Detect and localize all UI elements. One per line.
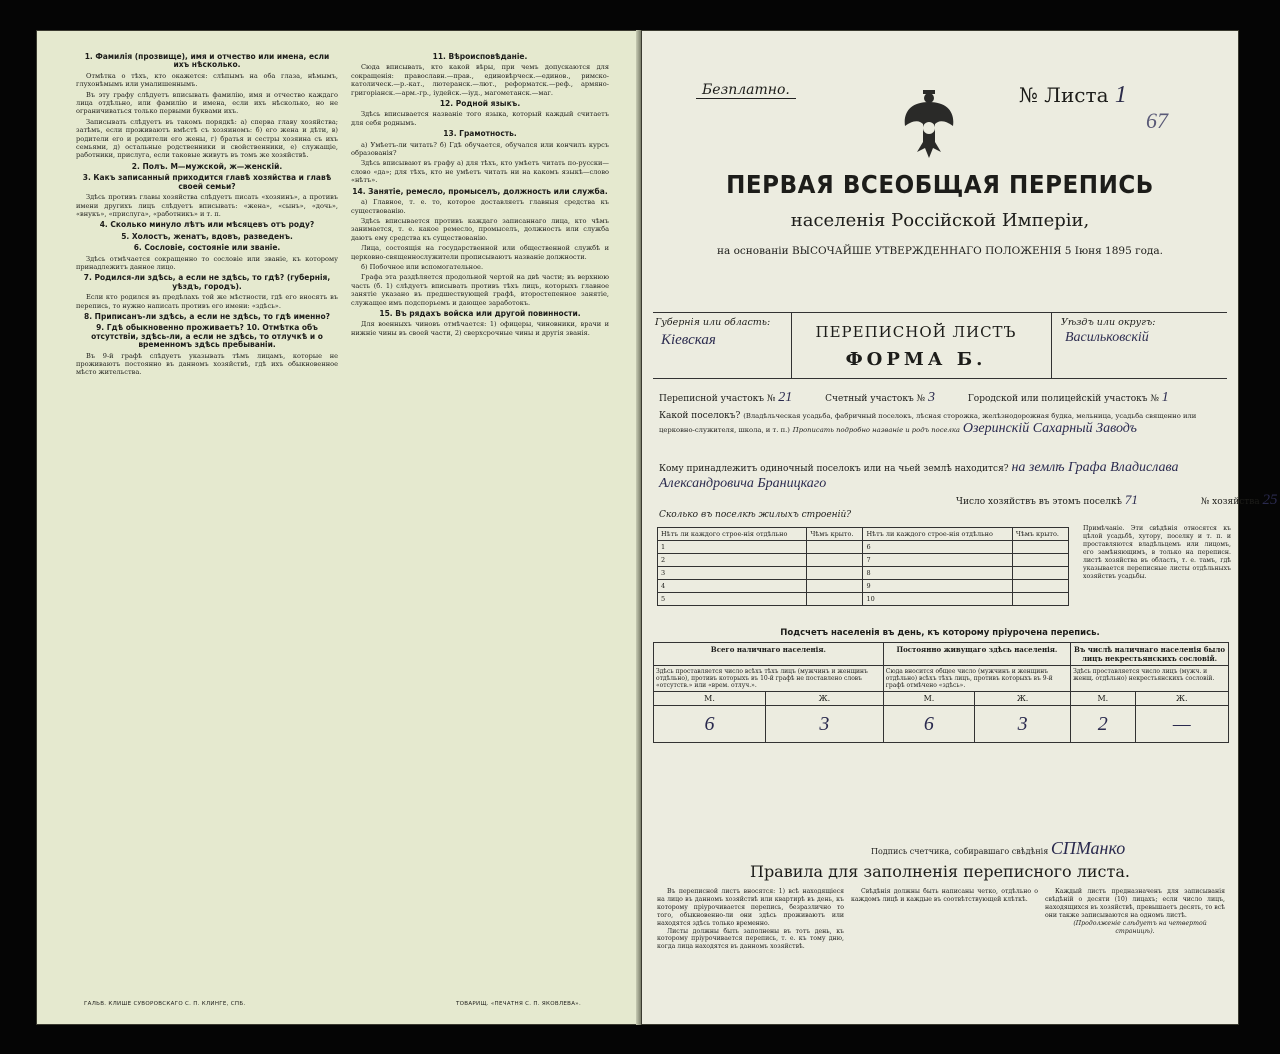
instruction-paragraph: б) Побочное или вспомогательное.: [361, 262, 484, 271]
dwelling-cell: 4: [658, 580, 807, 593]
district-value: 21: [778, 390, 793, 405]
signature-row: [871, 838, 1125, 859]
police-label: Городской или полицейскій участокъ №: [967, 394, 1159, 404]
rules-column-1: [657, 888, 844, 1003]
rules-paragraph: Листы должны быть заполнены въ тотъ день, къ которому пріурочивается перепись, т. е. къ тому дню, когда лица находятся въ данномъ хозяйствѣ.: [657, 927, 844, 951]
form-name: ФОРМА Б.: [845, 349, 987, 370]
instruction-heading: 6. Сословіе, состояніе или званіе.: [133, 243, 281, 253]
right-column-instructions: [351, 50, 609, 910]
pop-sex-row: [654, 692, 1229, 706]
settlement-row: [659, 411, 1224, 437]
instruction-heading: 7. Родился-ли здѣсь, а если не здѣсь, то гдѣ? (губернія, уѣздъ, городъ).: [83, 273, 331, 291]
instruction-paragraph: Здѣсь противъ главы хозяйства слѣдуетъ писать «хозяинъ», а противъ имени другихъ лицъ слѣдуетъ вписывать: «жена», «сынъ», «дочь», «внукъ», «прислуга», «работникъ» и т. п.: [76, 193, 338, 218]
settlement-label: Какой поселокъ?: [659, 411, 741, 421]
instruction-paragraph: Въ 9-й графѣ слѣдуетъ указывать тѣмъ лицамъ, которые не проживаютъ постоянно въ данномъ хозяйствѣ, гдѣ ихъ обыкновенное мѣсто жительства.: [76, 351, 338, 377]
households-value: 71: [1124, 492, 1138, 507]
dwelling-header: Нѣтъ ли каждого строе-нія отдѣльно: [863, 528, 1012, 541]
instruction-heading: 11. Вѣроисповѣданіе.: [432, 52, 528, 61]
dwelling-header-row: [658, 528, 1069, 541]
counter-label: Счетный участокъ №: [825, 394, 926, 404]
rules-title: Правила для заполненія переписного листа.: [749, 862, 1130, 881]
dwelling-cell: [1012, 541, 1068, 554]
dwelling-cell: 8: [863, 567, 1012, 580]
dwelling-cell: 9: [863, 580, 1012, 593]
divider-mid: [653, 378, 1227, 379]
instruction-heading: 3. Какъ записанный приходится главѣ хозяйства и главѣ своей семьи?: [82, 173, 332, 191]
dwelling-cell: 7: [863, 554, 1012, 567]
free-label: Безплатно.: [696, 82, 796, 99]
handwritten-page-number: 67: [1146, 108, 1168, 133]
pop-sex: Ж.: [1135, 692, 1228, 706]
instruction-paragraph: Сюда вписывать, кто какой вѣры, при чемъ допускаются для сокращенія: православн.—прав., единовѣрческ.—единов., римско-католическ.—р.-кат., лютеранск.—лют., реформатск.—реф., армяно-григоріанск.—арм.-гр., іудейск.—іуд., магометанск.—маг.: [351, 63, 609, 97]
divider-top: [653, 312, 1227, 313]
population-table: [653, 642, 1229, 743]
dwelling-cell: 6: [863, 541, 1012, 554]
household-no-label: № хозяйства: [1200, 497, 1260, 507]
pop-value: 6: [883, 706, 974, 743]
dwelling-cell: [1012, 554, 1068, 567]
census-basis: на основаніи ВЫСОЧАЙШЕ УТВЕРЖДЕННАГО ПОЛОЖЕНІЯ 5 Іюня 1895 года.: [716, 245, 1163, 257]
owner-row: [659, 460, 1224, 492]
settlement-value: Озеринскій Сахарный Заводъ: [962, 421, 1137, 436]
sheet-number-value: 1: [1114, 82, 1127, 108]
pop-header: Постоянно живущаго здѣсь населенія.: [883, 643, 1070, 666]
instruction-paragraph: Записывать слѣдуетъ въ такомъ порядкѣ: а) сперва главу хозяйства; затѣмъ, если проживаютъ вмѣстѣ съ хозяиномъ: б) его жена и дѣти, в) родители его и родители его жены, г) братья и сестры хозяина съ ихъ семьями, д) остальные родственники и свойственники, е) служащіе, работники, прислуга, если таковые живутъ въ томъ же хозяйствѣ.: [76, 117, 338, 160]
police-value: 1: [1161, 390, 1169, 405]
pop-sex: М.: [1071, 692, 1135, 706]
rules-continued: (Продолженіе слѣдуетъ на четвертой страницѣ).: [1073, 919, 1207, 935]
dwelling-header: Нѣтъ ли каждого строе-нія отдѣльно: [658, 528, 807, 541]
printer-imprint-left: ГАЛЬВ. КЛИШЕ СУВОРОВСКАГО С. П. КЛИНГЕ, СПБ.: [84, 1001, 246, 1007]
instruction-paragraph: Лица, состоящія на государственной или общественной службѣ и церковно-священнослужители прописываютъ названіе должности.: [351, 244, 609, 261]
dwelling-cell: [1012, 567, 1068, 580]
dwelling-cell: 10: [863, 593, 1012, 606]
dwelling-cell: 3: [658, 567, 807, 580]
owner-label: Кому принадлежитъ одиночный поселокъ или на чьей землѣ находится?: [659, 464, 1009, 474]
pop-values-row: [654, 706, 1229, 743]
pop-header-row: [654, 643, 1229, 666]
household-no-value: 25: [1262, 492, 1278, 508]
settlement-hint-2: Прописать подробно названіе и родъ поселка: [792, 426, 960, 434]
left-page: [36, 30, 641, 1025]
rules-column-2: [851, 888, 1038, 1003]
dwelling-header: Чѣмъ крыто.: [1012, 528, 1068, 541]
pop-value: 2: [1071, 706, 1135, 743]
instruction-heading: 5. Холостъ, женатъ, вдовъ, разведенъ.: [121, 231, 293, 241]
owner-value: на землѣ Графа Владислава Александровича Браницкаго: [659, 460, 1179, 491]
printer-imprint-right: ТОВАРИЩ. «ПЕЧАТНЯ С. П. ЯКОВЛЕВА».: [456, 1001, 581, 1007]
rules-paragraph: Каждый листъ предназначенъ для записыванія свѣдѣній о десяти (10) лицахъ; если число лицъ, находящихся въ хозяйствѣ, превышаетъ десять, то всѣ они также записываются на одномъ листѣ.: [1045, 888, 1225, 919]
instruction-heading: 2. Полъ. М—мужской, ж—женскій.: [131, 161, 283, 171]
dwelling-cell: [807, 580, 863, 593]
dwelling-row: [658, 541, 1069, 554]
signature-label: Подпись счетчика, собиравшаго свѣдѣнія: [871, 847, 1049, 856]
instruction-paragraph: Здѣсь вписывается названіе того языка, который каждый считаетъ для себя роднымъ.: [351, 110, 609, 127]
rules-paragraph: Въ переписной листъ вносятся: 1) всѣ находящіеся на лицо въ данномъ хозяйствѣ или квартирѣ въ день, къ которому пріурочивается перепись, безразлично то того, обыкновенно-ли они здѣсь проживаютъ или находятся здѣсь только временно.: [657, 888, 844, 927]
instruction-paragraph: Здѣсь отмѣчается сокращенно то сословіе или званіе, къ которому принадлежитъ данное лицо.: [76, 254, 338, 271]
instruction-paragraph: Для военныхъ чиновъ отмѣчается: 1) офицеры, чиновники, врачи и нижніе чины въ своей части, 2) сверхсрочные чины и другія званія.: [351, 320, 609, 337]
governorate-value: Кіевская: [661, 332, 716, 348]
pop-value: 6: [654, 706, 766, 743]
instruction-paragraph: Въ эту графу слѣдуетъ вписывать фамилію, имя и отчество каждаго лица отдѣльно, или фамилію и имена, если ихъ нѣсколько, но не ограничиваться только первыми буквами ихъ.: [76, 90, 338, 116]
counter-value: 3: [927, 390, 935, 405]
instruction-paragraph: Здѣсь вписывают въ графу а) для тѣхъ, кто умѣетъ читать по-русски—слово «да»; для тѣхъ, кто не умѣетъ читать ни на какомъ языкѣ—слово «нѣтъ».: [351, 159, 609, 185]
pop-value: 3: [975, 706, 1071, 743]
instruction-heading: 15. Въ рядахъ войска или другой повинности.: [379, 308, 581, 318]
dwelling-cell: [807, 567, 863, 580]
pop-desc: Сюда вносится общее число (мужчинъ и женщинъ отдѣльно) всѣхъ тѣхъ лицъ, противъ которыхъ въ 9-й графѣ отмѣчено «здѣсь».: [883, 666, 1070, 692]
imperial-eagle-emblem: [901, 86, 957, 164]
census-title: ПЕРВАЯ ВСЕОБЩАЯ ПЕРЕПИСЬ: [726, 170, 1154, 199]
dwelling-cell: 2: [658, 554, 807, 567]
pop-header: Въ числѣ наличнаго населенія было лицъ некрестьянскихъ сословій.: [1071, 643, 1229, 666]
pop-desc: Здѣсь проставляется число всѣхъ тѣхъ лицъ (мужчинъ и женщинъ отдѣльно), противъ которыхъ въ 10-й графѣ не поставлено словъ «отсутств.» или «врем. отлуч.».: [654, 666, 884, 692]
instruction-paragraph: а) Главное, т. е. то, которое доставляетъ главныя средства къ существованію.: [351, 198, 609, 215]
instruction-heading: 9. Гдѣ обыкновенно проживаетъ? 10. Отмѣтка объ отсутствіи, здѣсь-ли, а если не здѣсь, то отлучкѣ и о временномъ здѣсь пребываніи.: [91, 323, 323, 350]
sheet-number-label: № Листа: [1019, 83, 1109, 107]
instruction-heading: 14. Занятіе, ремесло, промыселъ, должность или служба.: [352, 186, 608, 196]
census-form-page: [641, 30, 1278, 1025]
form-title: ПЕРЕПИСНОЙ ЛИСТЪ: [815, 323, 1017, 341]
population-count-title: Подсчетъ населенія въ день, къ которому пріурочена перепись.: [780, 628, 1100, 638]
dwelling-cell: [807, 593, 863, 606]
pop-value: 3: [766, 706, 884, 743]
district-label: Переписной участокъ №: [659, 394, 776, 404]
instruction-heading: 4. Сколько минуло лѣтъ или мѣсяцевъ отъ роду?: [99, 220, 315, 230]
instruction-paragraph: Если кто родился въ предѣлахъ той же мѣстности, гдѣ его вносятъ въ перепись, то нужно написать противъ его имени: «здѣсь».: [76, 293, 338, 310]
rules-column-3: [1045, 888, 1225, 1003]
pop-sex: Ж.: [975, 692, 1071, 706]
instruction-heading: 13. Грамотность.: [443, 129, 517, 139]
uezd-label: Уѣздъ или округъ:: [1061, 317, 1156, 328]
uezd-value: Васильковскій: [1065, 330, 1149, 345]
divider-v1: [791, 312, 792, 378]
instruction-heading: 8. Приписанъ-ли здѣсь, а если не здѣсь, то гдѣ именно?: [84, 311, 330, 321]
dwelling-row: [658, 554, 1069, 567]
instruction-heading: 1. Фамилія (прозвище), имя и отчество или имена, если ихъ нѣсколько.: [84, 52, 330, 70]
households-row: [956, 492, 1278, 509]
sheet-number: [1019, 82, 1127, 109]
pop-sex: Ж.: [766, 692, 884, 706]
left-column-instructions: [76, 50, 338, 910]
dwelling-label: Сколько въ поселкѣ жилыхъ строеній?: [659, 510, 852, 520]
dwelling-row: [658, 593, 1069, 606]
signature-value: СПМанко: [1050, 838, 1126, 858]
pop-sex: М.: [883, 692, 974, 706]
dwelling-cell: 5: [658, 593, 807, 606]
rules-paragraph: Свѣдѣнія должны быть написаны четко, отдѣльно о каждомъ лицѣ и каждые въ соотвѣтствующей клѣткѣ.: [851, 888, 1038, 903]
dwelling-cell: [1012, 593, 1068, 606]
dwelling-cell: 1: [658, 541, 807, 554]
settlement-hint: (Владѣльческая усадьба, фабричный поселокъ, лѣсная сторожка, желѣзнодорожная будка, мельница, усадьба священно или церковно-служителя, школа, и т. п.): [659, 412, 1197, 434]
pop-sex: М.: [654, 692, 766, 706]
district-row: [659, 390, 1169, 406]
instruction-paragraph: Отмѣтка о тѣхъ, кто окажется: слѣпымъ на оба глаза, нѣмымъ, глухонѣмымъ или умалишеннымъ.: [76, 71, 338, 89]
pop-header: Всего наличнаго населенія.: [654, 643, 884, 666]
households-label: Число хозяйствъ въ этомъ поселкѣ: [956, 497, 1122, 507]
census-subtitle: населенія Россійской Имперіи,: [790, 210, 1090, 231]
instruction-heading: 12. Родной языкъ.: [439, 99, 521, 109]
pop-desc-row: [654, 666, 1229, 692]
instruction-paragraph: а) Умѣетъ-ли читать? б) Гдѣ обучается, обучался или кончилъ курсъ образованія?: [351, 140, 609, 158]
dwelling-table: [657, 527, 1069, 606]
dwelling-cell: [807, 554, 863, 567]
divider-v2: [1051, 312, 1052, 378]
instruction-paragraph: Здѣсь вписывается противъ каждаго записаннаго лица, кто чѣмъ занимается, т. е. какое ремесло, промыселъ, должность или служба даютъ ему средства къ существованію.: [351, 216, 609, 242]
instruction-paragraph: Графа эта раздѣляется продольной чертой на двѣ части; въ верхнюю часть (б. 1) слѣдуетъ вписывать противъ тѣхъ лицъ, которыхъ главное занятіе указано въ предшествующей графѣ, второстепенное занятіе, служащее имъ подспорьемъ и дающее заработокъ.: [351, 273, 609, 307]
governorate-label: Губернія или область:: [655, 317, 771, 328]
dwelling-note: Примѣчаніе. Эти свѣдѣнія относятся къ цѣлой усадьбѣ, хутору, поселку и т. п. и проставляются владѣльцемъ или лицомъ, его замѣняющимъ, в только на переписн. листѣ хозяйства въ область, т. е. тамъ, гдѣ указывается переписные листы отдѣльныхъ хозяйствъ усадьбы.: [1083, 525, 1231, 580]
dwelling-row: [658, 567, 1069, 580]
dwelling-cell: [807, 541, 863, 554]
pop-desc: Здѣсь проставляется число лицъ (мужч. и женщ. отдѣльно) некрестьянскихъ сословій.: [1071, 666, 1229, 692]
pop-value: —: [1135, 706, 1228, 743]
dwelling-cell: [1012, 580, 1068, 593]
dwelling-row: [658, 580, 1069, 593]
dwelling-header: Чѣмъ крыто.: [807, 528, 863, 541]
